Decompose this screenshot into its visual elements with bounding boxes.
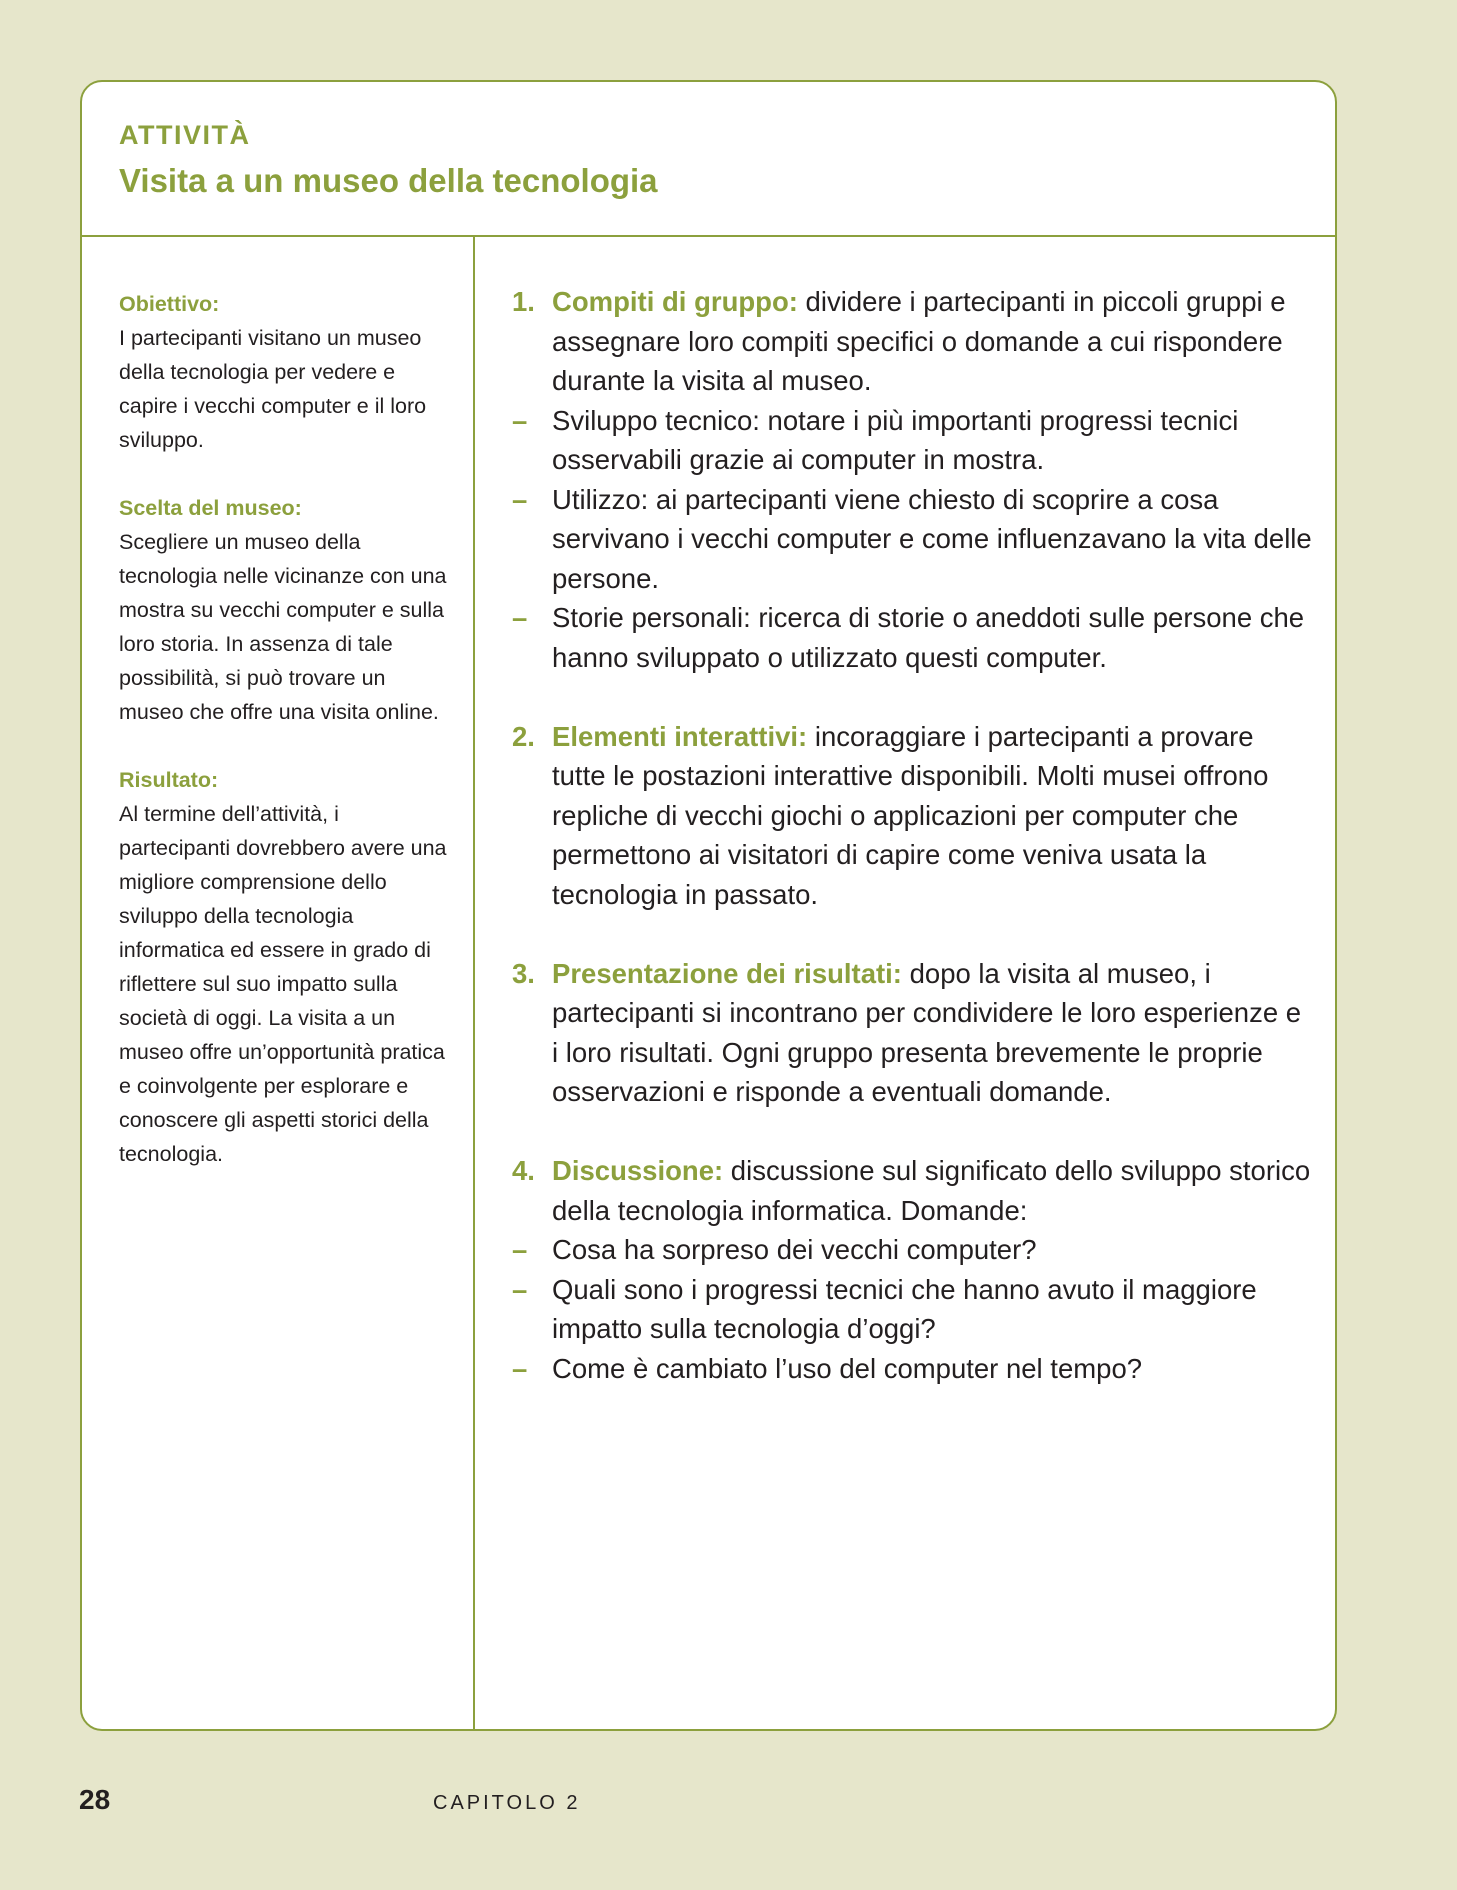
sidebar-section-result [119, 763, 449, 1171]
steps-column [512, 282, 1312, 1428]
step-line [512, 717, 1312, 915]
objective-text: I partecipanti visitano un museo della tecnologia per vedere e capire i vecchi computer e il loro sviluppo. [119, 326, 427, 452]
step-number: 3. [512, 957, 535, 989]
step-bullet-text: Quali sono i progressi tecnici che hanno avuto il maggiore impatto sulla tecnologia d’oggi? [552, 1273, 1257, 1344]
step-bullet [512, 1270, 1312, 1349]
step-text: discussione sul significato dello sviluppo storico della tecnologia informatica. Domande: [552, 1155, 1311, 1226]
step-interactive-elements [512, 717, 1312, 915]
step-title: Discussione: [552, 1155, 724, 1186]
step-bullet-text: Sviluppo tecnico: notare i più importanti progressi tecnici osservabili grazie ai computer in mostra. [552, 404, 1239, 475]
activity-eyebrow: ATTIVITÀ [119, 120, 251, 150]
column-divider [473, 237, 475, 1731]
step-bullet-text: Utilizzo: ai partecipanti viene chiesto di scoprire a cosa servivano i vecchi computer e come influenzavano la vita delle persone. [552, 483, 1312, 594]
step-text: dopo la visita al museo, i partecipanti si incontrano per condividere le loro esperienze e i loro risultati. Ogni gruppo presenta brevemente le proprie osservazioni e risponde a eventuali domande. [552, 957, 1302, 1107]
step-bullet [512, 1230, 1312, 1270]
step-text: incoraggiare i partecipanti a provare tutte le postazioni interattive disponibili. Molti musei offrono repliche di vecchi giochi o applicazioni per computer che permettono ai visitatori di capire come veniva usata la tecnologia in passato. [552, 720, 1269, 910]
step-title: Elementi interattivi: [552, 720, 808, 752]
museum-choice-text: Scegliere un museo della tecnologia nelle vicinanze con una mostra su vecchi computer e sulla loro storia. In assenza di tale possibilità, si può trovare un museo che offre una visita online. [119, 530, 447, 724]
step-text: dividere i partecipanti in piccoli gruppi e assegnare loro compiti specifici o domande a cui rispondere durante la visita al museo. [552, 286, 1286, 396]
dash-bullet-icon: – [512, 1273, 528, 1305]
step-line [512, 1151, 1312, 1230]
sidebar-column [119, 287, 449, 1205]
dash-bullet-icon: – [512, 483, 528, 515]
step-bullet-text: Cosa ha sorpreso dei vecchi computer? [552, 1234, 1037, 1265]
step-discussion [512, 1151, 1312, 1388]
step-group-tasks [512, 282, 1312, 677]
step-bullet [512, 480, 1312, 599]
step-bullet [512, 401, 1312, 480]
chapter-label: CAPITOLO 2 [433, 1792, 581, 1814]
step-title: Presentazione dei risultati: [552, 957, 902, 989]
step-bullet-text: Storie personali: ricerca di storie o aneddoti sulle persone che hanno sviluppato o utilizzato questi computer. [552, 602, 1305, 673]
dash-bullet-icon: – [512, 1352, 528, 1384]
step-bullet [512, 598, 1312, 677]
step-bullet [512, 1349, 1312, 1389]
step-number: 1. [512, 286, 535, 317]
card-header [82, 82, 1335, 237]
sidebar-section-museum-choice [119, 491, 449, 729]
step-bullet-text: Come è cambiato l’uso del computer nel tempo? [552, 1352, 1143, 1384]
result-text: Al termine dell’attività, i partecipanti dovrebbero avere una migliore comprensione dello sviluppo della tecnologia informatica ed essere in grado di riflettere sul suo impatto sulla società di oggi. La visita a un museo offre un’opportunità pratica e coinvolgente per esplorare e conoscere gli aspetti storici della tecnologia. [119, 802, 447, 1166]
step-number: 4. [512, 1155, 535, 1186]
objective-label: Obiettivo: [119, 292, 220, 316]
sidebar-section-objective [119, 287, 449, 457]
step-line [512, 954, 1312, 1112]
step-title: Compiti di gruppo: [552, 286, 798, 317]
step-results-presentation [512, 954, 1312, 1112]
step-number: 2. [512, 720, 535, 752]
dash-bullet-icon: – [512, 404, 528, 436]
dash-bullet-icon: – [512, 602, 528, 633]
result-label: Risultato: [119, 768, 219, 792]
museum-choice-label: Scelta del museo: [119, 496, 302, 520]
page-number: 28 [79, 1784, 111, 1815]
step-line [512, 282, 1312, 401]
activity-title: Visita a un museo della tecnologia [119, 162, 658, 199]
activity-card [80, 80, 1337, 1731]
dash-bullet-icon: – [512, 1234, 528, 1265]
